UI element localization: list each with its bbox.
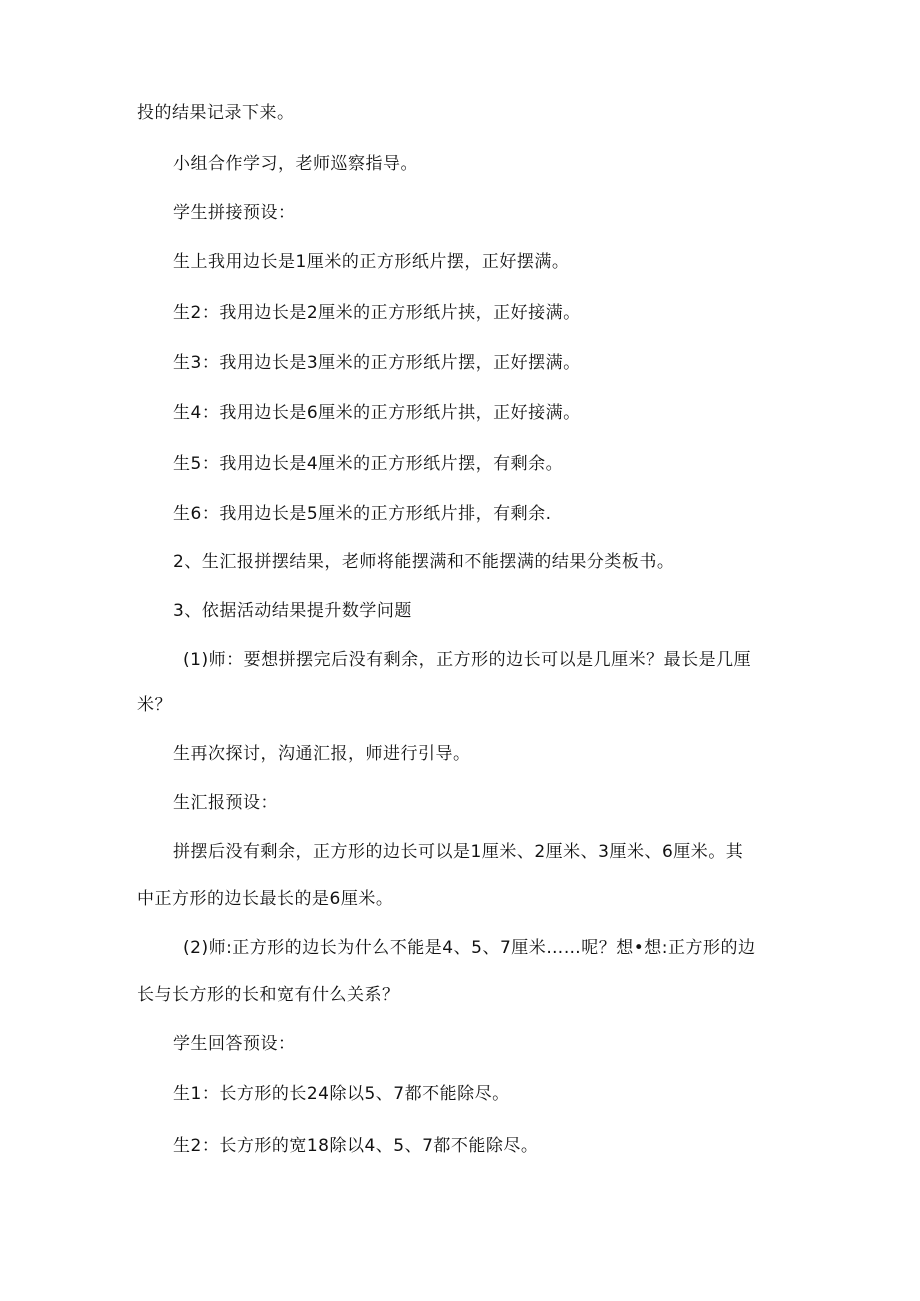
text-line: 3、依据活动结果提升数学问题 xyxy=(173,601,412,621)
text-line: 生2：我用边长是2厘米的正方形纸片挟，正好接满。 xyxy=(173,303,581,323)
text-line: 生1：长方形的长24除以5、7都不能除尽。 xyxy=(173,1084,510,1104)
text-line: 生4：我用边长是6厘米的正方形纸片拱，正好接满。 xyxy=(173,403,581,423)
text-line: 投的结果记录下来。 xyxy=(137,103,295,123)
text-line: 米？ xyxy=(137,695,172,715)
text-line: (1)师：要想拼摆完后没有剩余，正方形的边长可以是几厘米？最长是几厘 xyxy=(183,650,752,670)
text-line: 生汇报预设： xyxy=(173,793,278,813)
text-line: 生再次探讨，沟通汇报，师进行引导。 xyxy=(173,744,471,764)
text-line: 生5：我用边长是4厘米的正方形纸片摆，有剩余。 xyxy=(173,454,564,474)
text-line: 生3：我用边长是3厘米的正方形纸片摆，正好摆满。 xyxy=(173,353,581,373)
text-line: 长与长方形的长和宽有什么关系？ xyxy=(137,985,400,1005)
text-line: 生2：长方形的宽18除以4、5、7都不能除尽。 xyxy=(173,1136,539,1156)
text-line: 小组合作学习，老师巡察指导。 xyxy=(173,154,418,174)
text-line: (2)师:正方形的边长为什么不能是4、5、7厘米……呢？想•想:正方形的边 xyxy=(183,938,756,958)
text-line: 生上我用边长是1厘米的正方形纸片摆，正好摆满。 xyxy=(173,252,570,272)
text-line: 学生拼接预设： xyxy=(173,203,296,223)
text-line: 生6：我用边长是5厘米的正方形纸片排，有剩余. xyxy=(173,504,552,524)
text-line: 2、生汇报拼摆结果，老师将能摆满和不能摆满的结果分类板书。 xyxy=(173,552,675,572)
text-line: 学生回答预设： xyxy=(173,1034,296,1054)
text-line: 中正方形的边长最长的是6厘米。 xyxy=(137,889,394,909)
text-line: 拼摆后没有剩余，正方形的边长可以是1厘米、2厘米、3厘米、6厘米。其 xyxy=(173,842,744,862)
